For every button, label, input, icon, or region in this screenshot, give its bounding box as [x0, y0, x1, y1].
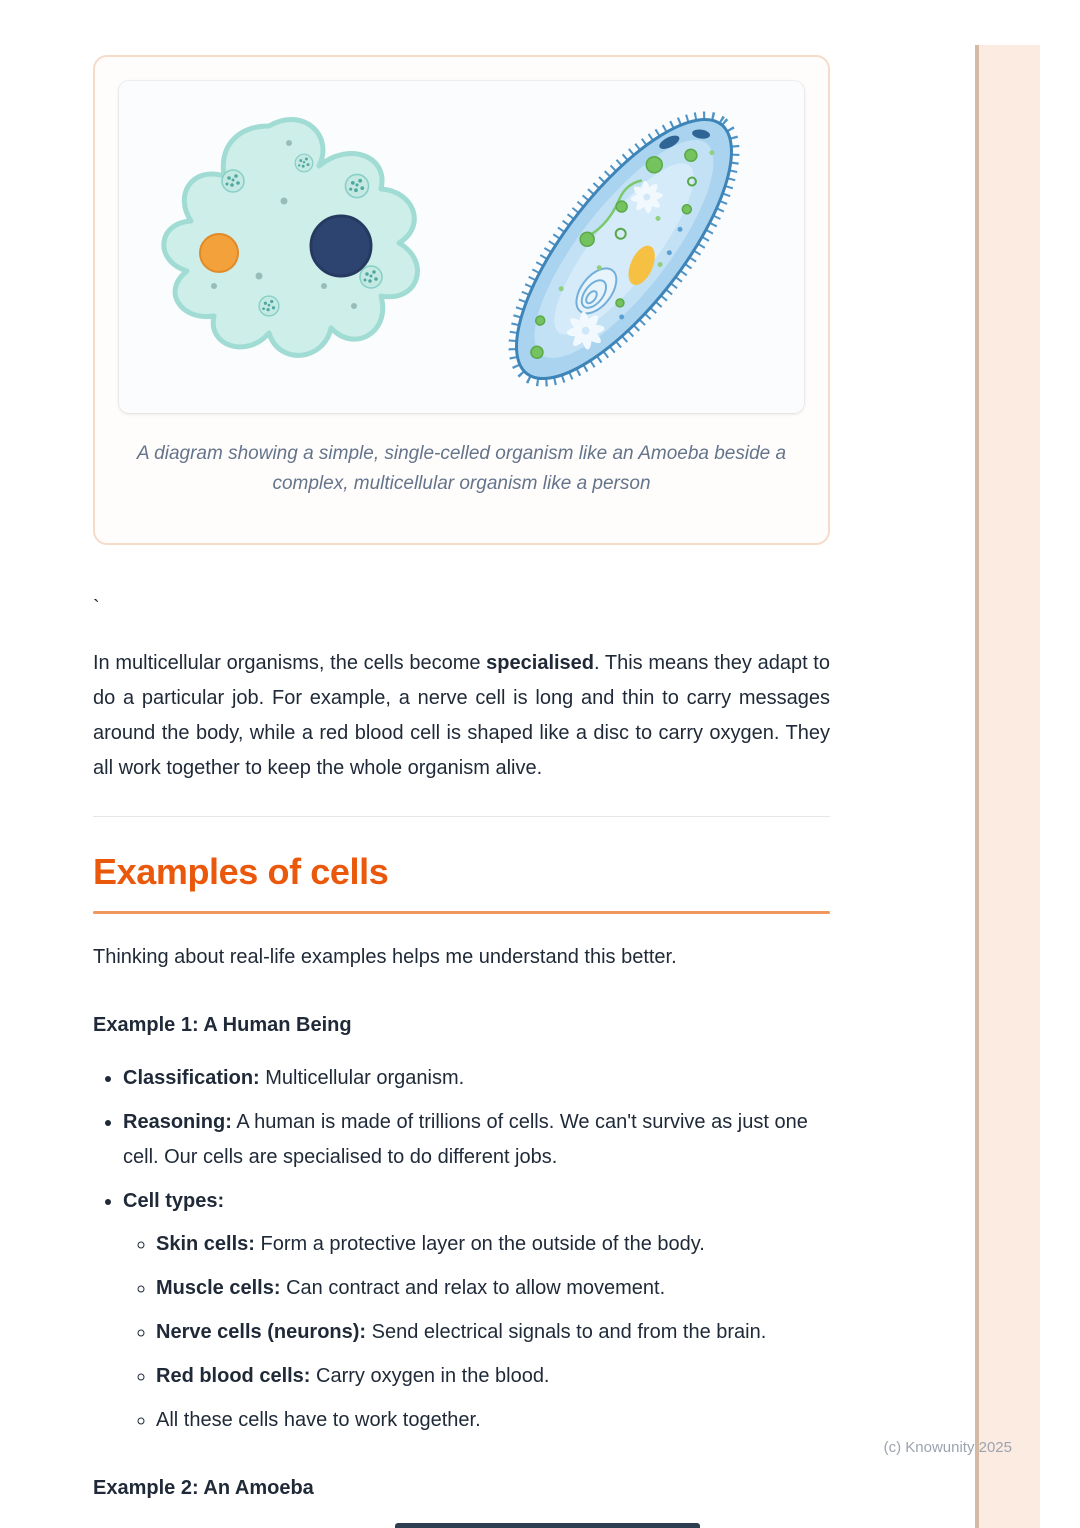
- list-item: [156, 1359, 830, 1394]
- stray-backtick: `: [93, 597, 100, 619]
- bullet-term: Cell types:: [123, 1190, 225, 1212]
- bullet-text: Multicellular organism.: [259, 1067, 465, 1089]
- cell-types-list: [123, 1227, 830, 1438]
- copyright-note: (c) Knowunity 2025: [883, 1439, 1012, 1456]
- figure-card: [93, 55, 830, 545]
- intro-text-pre: In multicellular organisms, the cells become: [93, 652, 487, 674]
- bullet-term: Muscle cells:: [156, 1277, 281, 1299]
- list-item: [123, 1105, 830, 1175]
- section-divider: [93, 816, 830, 817]
- intro-bold-specialised: specialised: [486, 652, 595, 674]
- list-item: [156, 1315, 830, 1350]
- example2-heading: Example 2: An Amoeba: [93, 1477, 314, 1499]
- content-column: [93, 55, 830, 1502]
- intro-text-post: . This means they adapt to do a particular job. For example, a nerve cell is long and thin to carry messages around the body, while a red blood cell is shaped like a disc to carry oxygen. They all work together to keep the whole organism alive.: [93, 652, 830, 779]
- illustration-panel: [119, 81, 804, 413]
- section-lead: Thinking about real-life examples helps me understand this better.: [93, 946, 677, 968]
- amoeba-paramecium-illustration: [119, 81, 804, 413]
- list-item: [156, 1271, 830, 1306]
- example1-heading: Example 1: A Human Being: [93, 1014, 352, 1036]
- section-title-underline: [93, 911, 830, 914]
- bullet-text: Carry oxygen in the blood.: [310, 1365, 550, 1387]
- list-item: [156, 1403, 830, 1438]
- bullet-term: Skin cells:: [156, 1233, 255, 1255]
- bullet-term: Nerve cells (neurons):: [156, 1321, 367, 1343]
- list-item: [123, 1184, 830, 1438]
- figure-caption: A diagram showing a simple, single-celled organism like an Amoeba beside a complex, multicellular organism like a person: [136, 443, 787, 494]
- bullet-text: All these cells have to work together.: [156, 1409, 481, 1431]
- bullet-term: Reasoning:: [123, 1111, 232, 1133]
- list-item: [156, 1227, 830, 1262]
- bullet-text: Send electrical signals to and from the brain.: [366, 1321, 767, 1343]
- bullet-text: Form a protective layer on the outside of the body.: [254, 1233, 705, 1255]
- list-item: [123, 1061, 830, 1096]
- bullet-text: Can contract and relax to allow movement.: [280, 1277, 666, 1299]
- next-figure-top-edge: [395, 1523, 700, 1528]
- amoeba-drawing: [164, 120, 418, 356]
- example1-list: [93, 1061, 830, 1438]
- bullet-term: Classification:: [123, 1067, 260, 1089]
- section-title: Examples of cells: [93, 851, 389, 892]
- intro-paragraph: [93, 646, 830, 786]
- bullet-text: A human is made of trillions of cells. We can't survive as just one cell. Our cells are specialised to do different jobs.: [123, 1111, 808, 1168]
- bullet-term: Red blood cells:: [156, 1365, 311, 1387]
- right-margin-strip: [975, 45, 1040, 1528]
- paramecium-drawing: [481, 89, 767, 409]
